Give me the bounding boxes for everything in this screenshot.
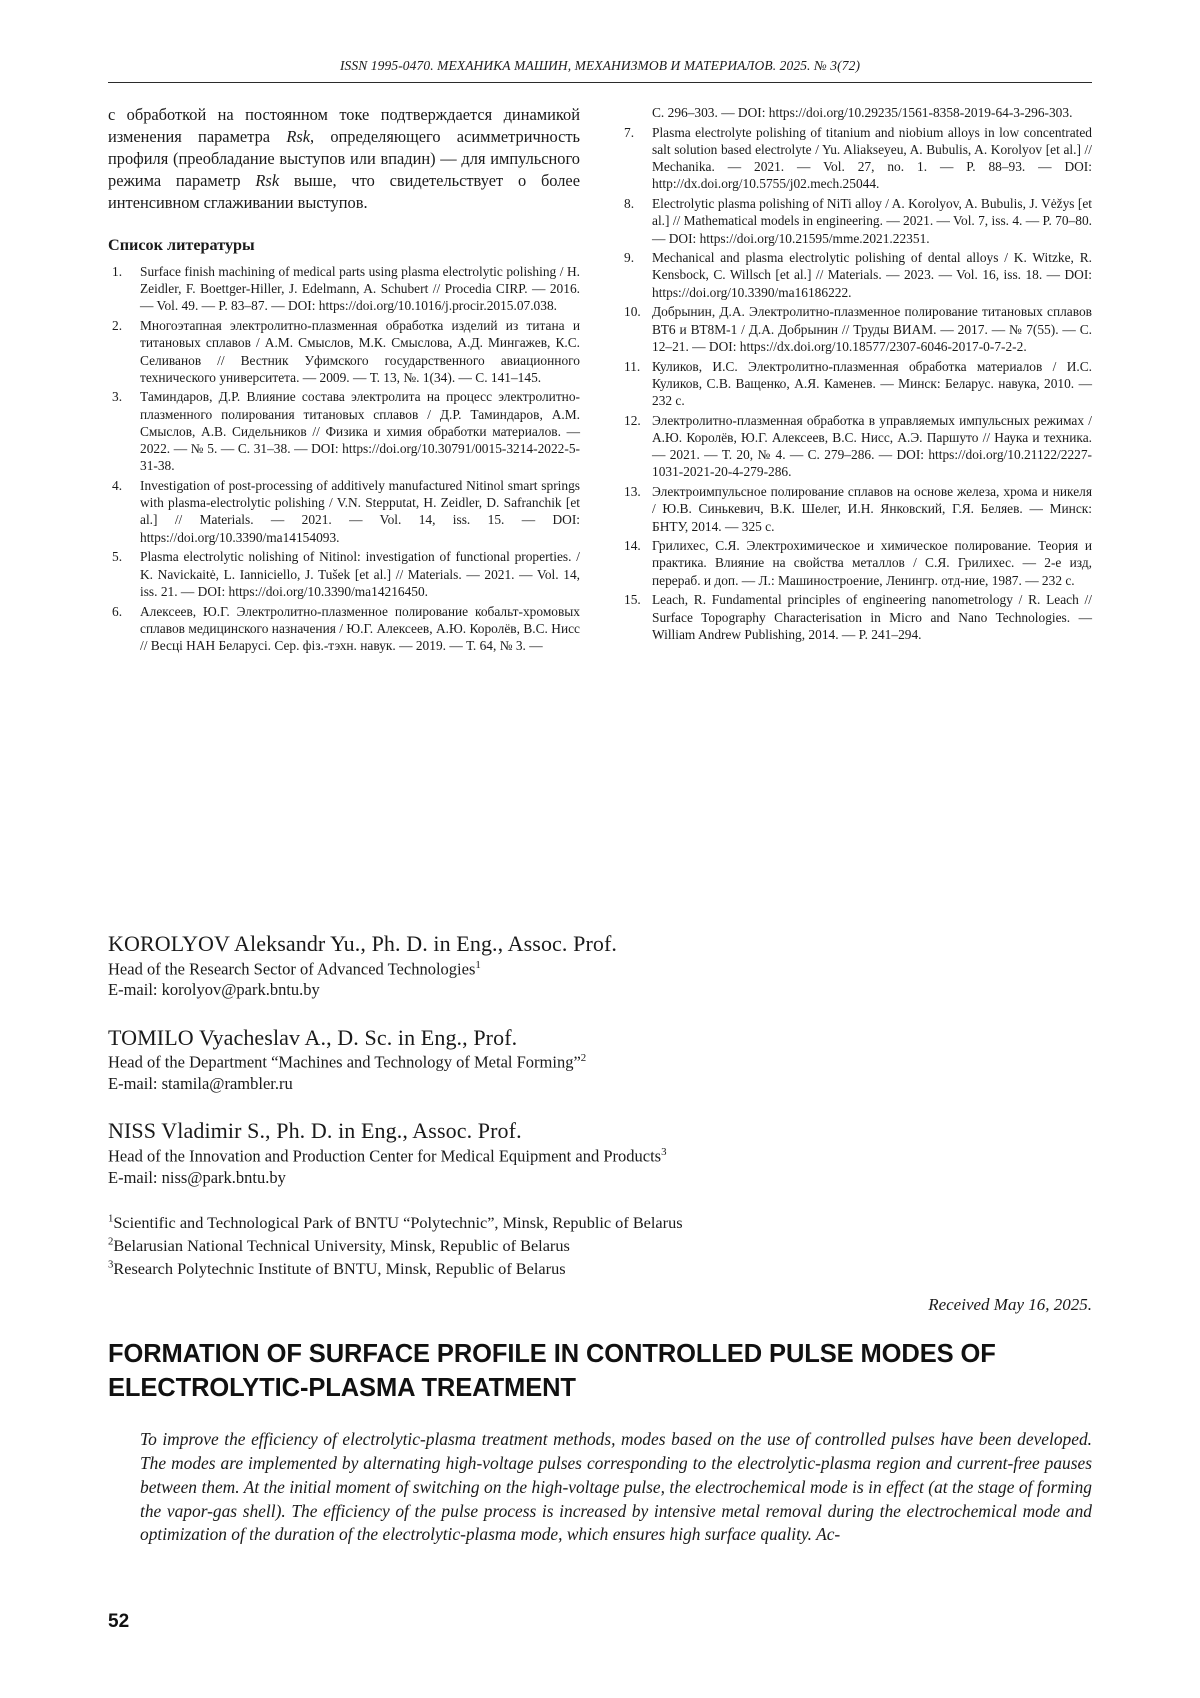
reference-item	[108, 263, 580, 315]
reference-item	[620, 249, 1092, 301]
reference-text: Leach, R. Fundamental principles of engineering nanometrology / R. Leach // Surface Topography Characterisation in Micro and Nano Technologies. — William Andrew Publishing, 2014. — P. 241–294.	[652, 592, 1092, 642]
affiliation-marker: 1	[475, 958, 481, 971]
reference-text: Грилихес, С.Я. Электрохимическое и химическое полирование. Теория и практика. Влияние на свойства металлов / С.Я. Грилихес. — 2-е изд, перераб. и доп. — Л.: Машиностроение, Ленингр. отд-ние, 1987. — 232 с.	[652, 538, 1092, 588]
reference-text: Electrolytic plasma polishing of NiTi alloy / A. Korolyov, A. Bubulis, J. Vėžys [et al.] // Mathematical models in engineering. — 2021. — Vol. 7, iss. 4. — P. 70–80. — DOI: https://doi.org/10.21595/mme.2021.22351.	[652, 196, 1092, 246]
reference-number: 6.	[112, 603, 123, 619]
author-role-text: Head of the Department “Machines and Technology of Metal Forming”	[108, 1052, 581, 1072]
page-number: 52	[108, 1611, 130, 1632]
two-column-region	[108, 104, 1092, 657]
author-email[interactable]: E-mail: korolyov@park.bntu.by	[108, 980, 320, 1000]
reference-item	[620, 358, 1092, 410]
reference-text: Электроимпульсное полирование сплавов на основе железа, хрома и никеля / Ю.В. Синькевич, В.К. Шелег, И.Н. Янковский, Г.Я. Беляев. — Минск: БНТУ, 2014. — 325 с.	[652, 484, 1092, 534]
reference-item	[620, 412, 1092, 481]
reference-item	[620, 483, 1092, 535]
author-entry	[108, 930, 1092, 1002]
reference-item-continuation	[620, 104, 1092, 121]
reference-number: 9.	[624, 250, 635, 266]
author-role	[108, 1051, 1092, 1073]
references-heading: Список литературы	[108, 235, 255, 254]
affiliation-text: Research Polytechnic Institute of BNTU, Minsk, Republic of Belarus	[113, 1259, 566, 1279]
author-entry	[108, 1024, 1092, 1096]
affiliation-marker: 3	[108, 1258, 114, 1271]
running-head: ISSN 1995-0470. МЕХАНИКА МАШИН, МЕХАНИЗМОВ И МАТЕРИАЛОВ. 2025. № 3(72)	[339, 58, 861, 73]
reference-number: 7.	[624, 124, 635, 140]
reference-number: 12.	[624, 412, 641, 428]
reference-number: 11.	[624, 358, 641, 374]
affiliation-marker: 2	[580, 1052, 587, 1065]
affiliation-item	[108, 1234, 1092, 1257]
reference-item	[108, 317, 580, 386]
left-column	[108, 104, 580, 657]
reference-item	[108, 603, 580, 655]
author-name: TOMILO Vyacheslav A., D. Sc. in Eng., Prof.	[108, 1024, 518, 1050]
article-abstract: To improve the efficiency of electrolytic-plasma treatment methods, modes based on the use of controlled pulses have been developed. The modes are implemented by alternating high-voltage pulses corresponding to the electrolytic-plasma region and current-free pauses between them. At the initial moment of switching on the high-voltage pulse, the electrochemical mode is in effect (at the stage of forming the vapor-gas shell). The efficiency of the pulse process is increased by intensive metal removal during the electrochemical mode and optimization of the duration of the electrolytic-plasma mode, which ensures high surface quality. Ac-	[140, 1429, 1092, 1545]
reference-text: Surface finish machining of medical parts using plasma electrolytic polishing / H. Zeidler, F. Boettger-Hiller, J. Edelmann, A. Schubert // Procedia CIRP. — 2016. — Vol. 49. — P. 83–87. — DOI: https://doi.org/10.1016/j.procir.2015.07.038.	[140, 263, 580, 314]
affiliation-text: Belarusian National Technical University, Minsk, Republic of Belarus	[113, 1236, 570, 1256]
reference-number: 3.	[112, 389, 123, 405]
author-role-text: Head of the Innovation and Production Center for Medical Equipment and Products	[108, 1146, 662, 1166]
reference-text: Многоэтапная электролитно-плазменная обработка изделий из титана и титановых сплавов / А.М. Смыслов, М.К. Смыслова, А.Д. Мингажев, К.С. Селиванов // Вестник Уфимского государственного авиационного технического университета. — 2009. — Т. 13, №. 1(34). — С. 141–145.	[140, 318, 580, 385]
reference-number: 8.	[624, 196, 635, 212]
reference-item	[620, 537, 1092, 589]
reference-number: 14.	[624, 538, 641, 554]
reference-text: Mechanical and plasma electrolytic polishing of dental alloys / K. Witzke, R. Kensbock, C. Willsch [et al.] // Materials. — 2023. — Vol. 16, iss. 18. — DOI: https://doi.org/10.3390/ma16186222.	[652, 250, 1092, 300]
reference-item	[620, 303, 1092, 355]
author-email[interactable]: E-mail: niss@park.bntu.by	[108, 1167, 286, 1187]
reference-number: 5.	[112, 549, 123, 565]
reference-item	[620, 591, 1092, 643]
author-entry	[108, 1117, 1092, 1189]
reference-list-right	[620, 104, 1092, 643]
affiliation-item	[108, 1211, 1092, 1234]
affiliation-marker: 2	[108, 1235, 114, 1248]
affiliation-text: Scientific and Technological Park of BNTU “Polytechnic”, Minsk, Republic of Belarus	[113, 1213, 683, 1233]
authors-block	[108, 930, 1092, 1281]
reference-item	[108, 477, 580, 546]
right-column	[620, 104, 1092, 657]
reference-text: Investigation of post-processing of additively manufactured Nitinol smart springs with plasma-electrolytic polishing / V.N. Stepputat, H. Zeidler, D. Safranchik [et al.] // Materials. — 2021. — Vol. 14, iss. 15. — DOI: https://doi.org/10.3390/ma14154093.	[140, 478, 580, 545]
continued-paragraph: с обработкой на постоянном токе подтверждается динамикой изменения параметра Rsk, определяющего асимметричность профиля (преобладание выступов или впадин) — для импульсного режима параметр Rsk выше, что свидетельствует о более интенсивном сглаживании выступов.	[108, 105, 581, 212]
reference-item	[108, 548, 580, 600]
author-role-text: Head of the Research Sector of Advanced Technologies	[108, 959, 476, 978]
affiliation-item	[108, 1257, 1092, 1280]
header-rule	[108, 82, 1092, 83]
body-text	[108, 104, 580, 214]
affiliation-marker: 3	[661, 1145, 667, 1158]
author-role	[108, 958, 1092, 980]
author-name: KOROLYOV Aleksandr Yu., Ph. D. in Eng., Assoc. Prof.	[108, 931, 617, 956]
reference-text: Электролитно-плазменная обработка в управляемых импульсных режимах / А.Ю. Королёв, Ю.Г. Алексеев, В.С. Нисс, А.Э. Паршуто // Наука и техника. — 2021. — Т. 20, № 4. — С. 279–286. — DOI: https://doi.org/10.21122/2227-1031-2021-20-4-279-286.	[652, 412, 1092, 480]
reference-text: С. 296–303. — DOI: https://doi.org/10.29235/1561-8358-2019-64-3-296-303.	[652, 105, 1073, 120]
reference-text: Алексеев, Ю.Г. Электролитно-плазменное полирование кобальт-хромовых сплавов медицинского назначения / Ю.Г. Алексеев, А.Ю. Королёв, В.С. Нисс // Весці НАН Беларусі. Сер. фіз.-тэхн. навук. — 2019. — Т. 64, № 3. —	[140, 603, 580, 654]
reference-item	[620, 124, 1092, 193]
affiliation-marker: 1	[108, 1212, 114, 1225]
reference-text: Plasma electrolytic nolishing of Nitinol: investigation of functional properties. / K. Navickaitė, L. Ianniciello, J. Tušek [et al.] // Materials. — 2021. — Vol. 14, iss. 21. — DOI: https://doi.org/10.3390/ma14216450.	[140, 549, 580, 599]
affiliations-list	[108, 1211, 1092, 1280]
reference-text: Куликов, И.С. Электролитно-плазменная обработка материалов / И.С. Куликов, С.В. Ващенко, А.Я. Каменев. — Минск: Беларус. навука, 2010. — 232 с.	[652, 358, 1092, 408]
reference-text: Таминдаров, Д.Р. Влияние состава электролита на процесс электролитно-плазменного полирования титановых сплавов / Д.Р. Таминдаров, А.М. Смыслов, А.В. Сидельников // Физика и химия обработки материалов. — 2022. — № 5. — С. 31–38. — DOI: https://doi.org/10.30791/0015-3214-2022-5-31-38.	[140, 389, 580, 474]
reference-list-left	[108, 263, 580, 654]
reference-number: 15.	[624, 592, 641, 608]
reference-number: 10.	[624, 304, 641, 320]
reference-number: 4.	[112, 478, 123, 494]
reference-item	[108, 388, 580, 474]
reference-number: 1.	[112, 263, 123, 279]
reference-item	[620, 195, 1092, 247]
reference-text: Добрынин, Д.А. Электролитно-плазменное полирование титановых сплавов ВТ6 и ВТ8М-1 / Д.А. Добрынин // Труды ВИАМ. — 2017. — № 7(55). — С. 12–21. — DOI: https://dx.doi.org/10.18577/2307-6046-2017-0-7-2-2.	[652, 304, 1092, 354]
reference-number: 13.	[624, 484, 641, 500]
author-role	[108, 1145, 1092, 1167]
reference-text: Plasma electrolyte polishing of titanium and niobium alloys in low concentrated salt solution based electrolyte / Yu. Aliakseyeu, A. Bubulis, A. Korolyov [et al.] // Mechanika. — 2021. — Vol. 27, no. 1. — P. 88–93. — DOI: http://dx.doi.org/10.5755/j02.mech.25044.	[652, 124, 1092, 192]
received-date: Received May 16, 2025.	[928, 1295, 1092, 1314]
author-email[interactable]: E-mail: stamila@rambler.ru	[108, 1074, 293, 1094]
reference-number: 2.	[112, 318, 123, 334]
author-name: NISS Vladimir S., Ph. D. in Eng., Assoc. Prof.	[108, 1118, 522, 1144]
article-title: FORMATION OF SURFACE PROFILE IN CONTROLLED PULSE MODES OF ELECTROLYTIC-PLASMA TREATMENT	[108, 1340, 996, 1402]
